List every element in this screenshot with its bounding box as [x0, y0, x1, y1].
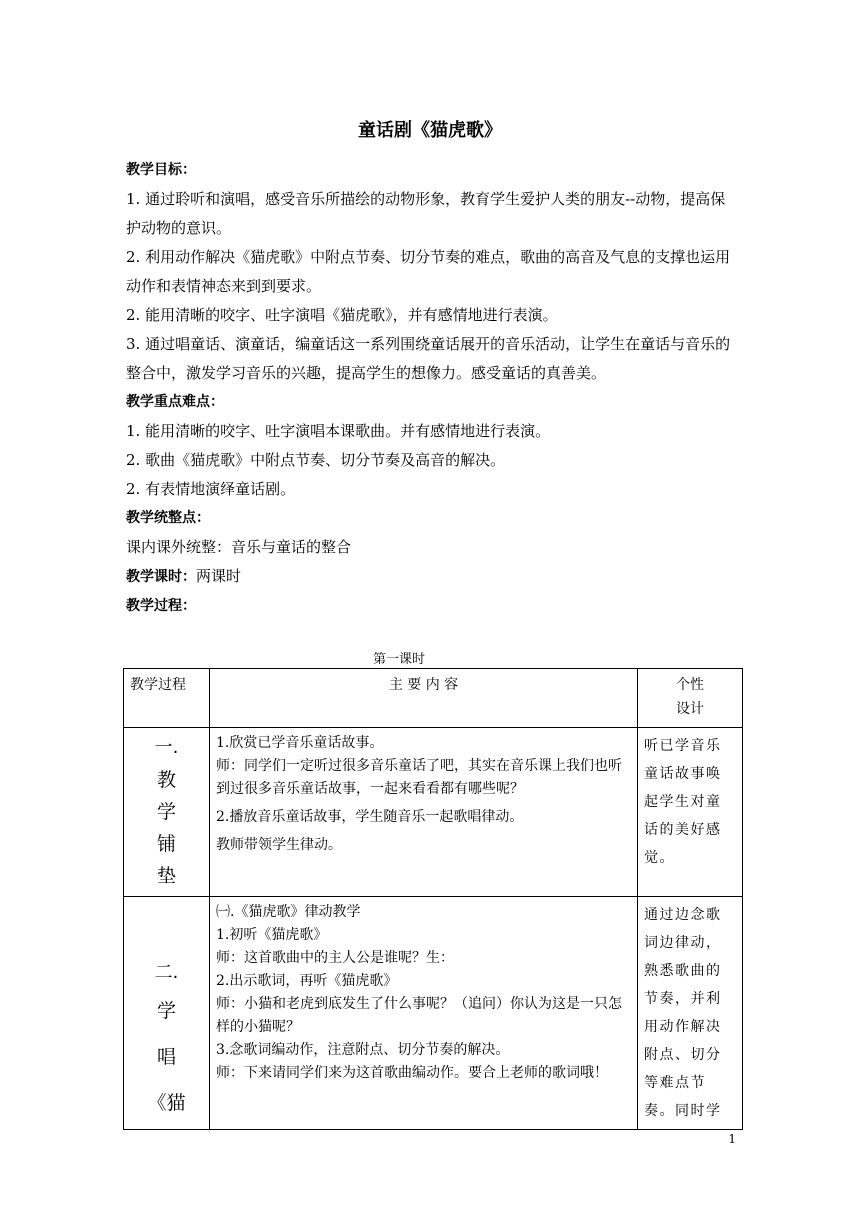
- stage-number: 二.: [154, 962, 179, 983]
- stage-char: 学: [156, 801, 176, 823]
- header-note: [638, 669, 743, 728]
- content-line: 师：这首歌曲中的主人公是谁呢？生：: [216, 950, 454, 966]
- note-cell: 听已学音乐童话故事唤起学生对童话的美好感觉。: [638, 728, 743, 897]
- hours-line: [126, 562, 738, 592]
- objectives-heading: 教学目标：: [126, 162, 196, 178]
- document-body: [126, 156, 738, 621]
- stage-char: 教: [156, 769, 176, 791]
- key-point-item: 2. 有表情地演绎童话剧。: [126, 480, 296, 498]
- key-points-heading: 教学重点难点：: [126, 394, 224, 410]
- stage-char: 铺: [156, 833, 176, 855]
- header-content: 主 要 内 容: [210, 669, 638, 728]
- lesson-plan-table: [123, 668, 743, 1130]
- header-stage: 教学过程: [124, 669, 210, 728]
- integration-heading: 教学统整点：: [126, 510, 210, 526]
- integration-text: 课内课外统整：音乐与童话的整合: [126, 538, 352, 556]
- header-note-line1: 个性: [676, 677, 704, 693]
- key-point-item: 1. 能用清晰的咬字、吐字演唱本课歌曲。并有感情地进行表演。: [126, 422, 551, 440]
- process-heading: 教学过程：: [126, 598, 196, 614]
- objective-item: 1. 通过聆听和演唱，感受音乐所描绘的动物形象，教育学生爱护人类的朋友--动物，提高保护动物的意识。: [126, 190, 726, 237]
- content-line: 3.念歌词编动作，注意附点、切分节奏的解决。: [216, 1042, 510, 1058]
- content-line: 师：同学们一定听过很多音乐童话了吧，其实在音乐课上我们也听到过很多音乐童话故事，一起来看看都有哪些呢？: [216, 758, 622, 797]
- content-cell: [210, 897, 638, 1130]
- note-cell: 通过边念歌词边律动，熟悉歌曲的节奏，并利用动作解决附点、切分等难点节奏。同时学: [638, 897, 743, 1130]
- stage-char: 唱: [156, 1046, 176, 1068]
- header-note-line2: 设计: [676, 701, 704, 717]
- hours-value: 两课时: [196, 567, 242, 585]
- document-title: 童话剧《猫虎歌》: [358, 120, 502, 141]
- hours-heading: 教学课时：: [126, 569, 196, 585]
- objective-item: 2. 能用清晰的咬字、吐字演唱《猫虎歌》，并有感情地进行表演。: [126, 306, 558, 324]
- page-number: 1: [728, 1132, 736, 1146]
- table-row: [124, 897, 743, 1130]
- key-point-item: 2. 歌曲《猫虎歌》中附点节奏、切分节奏及高音的解决。: [126, 451, 506, 469]
- stage-char: 垫: [156, 865, 176, 887]
- content-line: 师：下来请同学们来为这首歌曲编动作。要合上老师的歌词哦！: [216, 1065, 608, 1081]
- content-line: 2.播放音乐童话故事，学生随音乐一起歌唱律动。: [216, 809, 524, 825]
- objective-item: 3. 通过唱童话、演童话，编童话这一系列围绕童话展开的音乐活动，让学生在童话与音乐的整合中，激发学习音乐的兴趣，提高学生的想像力。感受童话的真善美。: [126, 335, 731, 382]
- content-line: 教师带领学生律动。: [216, 837, 342, 853]
- stage-cell: [124, 897, 210, 1130]
- lesson-label: 第一课时: [372, 652, 425, 667]
- stage-char: 《猫: [147, 1092, 186, 1114]
- objective-item: 2. 利用动作解决《猫虎歌》中附点节奏、切分节奏的难点，歌曲的高音及气息的支撑也运用动作和表情神态来到到要求。: [126, 248, 731, 295]
- content-line: 1.欣赏已学音乐童话故事。: [216, 735, 384, 751]
- content-cell: [210, 728, 638, 897]
- content-line: ㈠.《猫虎歌》律动教学: [216, 904, 361, 920]
- content-line: 师：小猫和老虎到底发生了什么事呢？（追问）你认为这是一只怎样的小猫呢？: [216, 996, 622, 1035]
- table-header-row: [124, 669, 743, 728]
- stage-number: 一.: [154, 737, 179, 758]
- stage-char: 学: [156, 1000, 176, 1022]
- content-line: 1.初听《猫虎歌》: [216, 927, 328, 943]
- stage-cell: [124, 728, 210, 897]
- table-row: [124, 728, 743, 897]
- content-line: 2.出示歌词，再听《猫虎歌》: [216, 973, 398, 989]
